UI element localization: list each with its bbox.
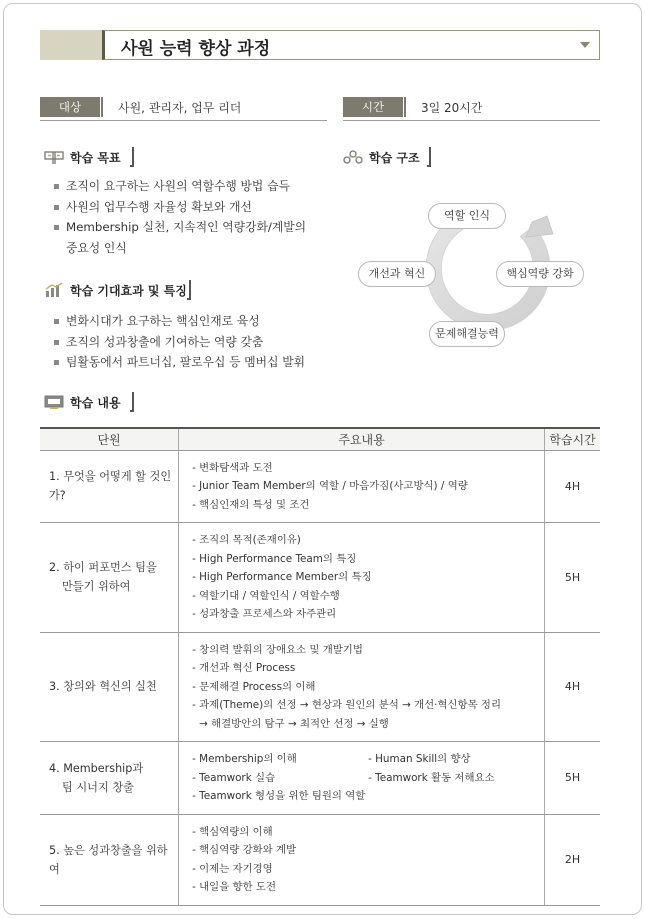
time-info [343,97,600,119]
unit-text: 2. 하이 퍼포먼스 팀을 [49,561,157,575]
chart-icon [44,282,64,298]
effect-item: 팀활동에서 파트너십, 팔로우십 등 멤버십 발휘 [52,352,352,373]
content-item: - 과제(Theme)의 선정 → 현상과 원인의 분석 → 개선·혁신항목 정리 [192,699,501,711]
unit-cell [40,814,179,905]
dropdown-arrow-icon[interactable] [580,42,590,48]
course-title-bar [40,30,600,60]
content-cell [179,814,545,905]
time-label: 시간 [343,97,403,117]
goal-item: 조직이 요구하는 사원의 역할수행 방법 습득 [52,176,342,197]
node-core-competency: 핵심역량 강화 [496,261,584,287]
content-item: - 핵심인재의 특성 및 조건 [192,498,310,511]
curriculum-table [40,427,600,906]
target-underline [40,120,327,121]
goals-list [52,176,342,238]
content-columns [192,750,544,787]
content-item: → 해결방안의 탐구 → 최적안 선정 → 실행 [199,717,389,730]
unit-text: 3. 창의와 혁신의 실천 [49,680,157,694]
content-item: - Teamwork 실습 [192,771,276,784]
content-item: - 내일을 향한 도전 [192,881,276,893]
unit-text: 1. 무엇을 어떻게 할 것인가? [49,470,172,503]
header-hours: 학습시간 [545,428,600,450]
goal-item: Membership 실천, 지속적인 역량강화/계발의 [52,217,342,238]
header-content: 주요내용 [179,428,545,450]
goal-item: 사원의 업무수행 자율성 확보와 개선 [52,197,342,218]
unit-cell [40,742,179,815]
content-item: - High Performance Member의 특징 [192,571,372,583]
time-underline [343,120,600,121]
node-improvement-innovation: 개선과 혁신 [358,261,436,287]
hours-cell: 4H [545,632,600,742]
content-item: - 성과창출 프로세스와 자주관리 [192,608,337,620]
table-row [40,742,600,815]
monitor-icon [44,394,64,410]
course-title: 사원 능력 향상 과정 [121,39,271,59]
goals-title: 학습 목표 [70,151,121,165]
effects-section-header [44,280,194,302]
title-accent-block [40,30,102,60]
structure-title: 학습 구조 [369,151,420,165]
target-info [40,97,327,119]
signpost-icon [44,149,64,165]
hours-cell: 4H [545,450,600,523]
effects-list [52,311,352,373]
hours-cell: 5H [545,742,600,815]
content-item: - Human Skill의 향상 [368,753,471,765]
unit-text: 5. 높은 성과창출을 위하여 [49,843,168,876]
table-row [40,523,600,633]
content-title: 학습 내용 [70,396,121,410]
content-cell [179,632,545,742]
effects-title: 학습 기대효과 및 특징 [70,284,187,298]
unit-cell [40,632,179,742]
content-item: - 창의력 발휘의 장애요소 및 개발기법 [192,643,363,656]
time-value: 3일 20시간 [421,101,483,115]
table-header-row [40,428,600,450]
unit-text: 팀 시너지 창출 [62,780,134,794]
content-item: - 조직의 목적(존재이유) [192,534,301,546]
table-row [40,814,600,905]
unit-text: 만들기 위하여 [62,580,131,594]
content-cell [179,742,545,815]
node-problem-solving: 문제해결능력 [429,321,505,347]
content-column-right [368,750,544,787]
unit-cell [40,450,179,523]
effect-item: 조직의 성과창출에 기여하는 역량 갖춤 [52,332,352,353]
target-value: 사원, 관리자, 업무 리더 [118,101,242,115]
content-item: - 핵심역량의 이해 [192,825,273,838]
header-unit: 단원 [40,428,179,450]
title-box [102,30,600,60]
structure-bracket [427,147,431,167]
content-item: - Teamwork 형성을 위한 팀원의 역할 [192,790,366,802]
content-cell [179,523,545,633]
content-item: - Membership의 이해 [192,753,297,765]
unit-text: 4. Membership과 [49,761,144,775]
target-label: 대상 [40,97,100,117]
unit-cell [40,523,179,633]
table-row [40,450,600,523]
content-column-left [192,750,368,787]
hours-cell: 2H [545,814,600,905]
content-item: - 역할기대 / 역할인식 / 역할수행 [192,589,340,602]
goals-bracket [130,147,134,167]
learning-structure-diagram [357,180,592,365]
content-item: - 이제는 자기경영 [192,862,273,875]
content-item: - 문제해결 Process의 이해 [192,680,316,693]
goal-item-continued: 중요성 인식 [66,241,127,255]
content-item: - Junior Team Member의 역할 / 마음가짐(사고방식) / 역량 [192,480,468,492]
content-item: - Teamwork 활동 저해요소 [368,771,495,784]
structure-section-header [343,147,433,169]
table-row [40,632,600,742]
network-icon [343,149,363,165]
content-item: - 변화탐색과 도전 [192,461,273,474]
content-item: - 핵심역량 강화와 계발 [192,844,297,856]
content-section-header [44,392,136,414]
content-item: - 개선과 혁신 Process [192,662,296,674]
node-role-recognition: 역할 인식 [428,203,506,229]
content-bracket [130,392,134,412]
effects-bracket [187,280,191,300]
goals-section-header [44,147,136,169]
content-cell [179,450,545,523]
hours-cell: 5H [545,523,600,633]
effect-item: 변화시대가 요구하는 핵심인재로 육성 [52,311,352,332]
content-item: - High Performance Team의 특징 [192,552,357,565]
